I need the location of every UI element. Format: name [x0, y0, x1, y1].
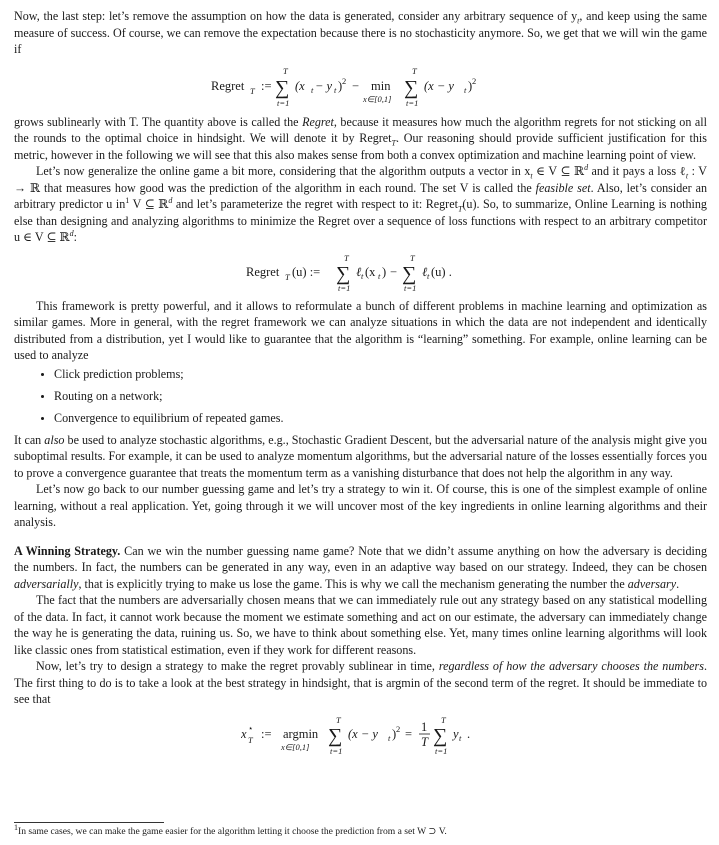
eq1-assign: :=	[260, 78, 272, 93]
equation-regret-scalar	[14, 64, 707, 108]
svg-text:): )	[381, 264, 386, 279]
svg-text:t: t	[333, 84, 336, 95]
svg-text:.: .	[466, 726, 470, 741]
equation-best-hindsight	[14, 714, 707, 756]
eq1-term1c: )	[337, 78, 342, 93]
list-item: • Routing on a network;	[54, 388, 707, 404]
paragraph-back-to-game: Let’s now go back to our number guessing game and let’s try a strategy to win it. Of course, this is one of the simplest example of online learning, without a real application. Yet, going through it we will uncover most of the key ingredients in online learning algorithms and their analysis.	[14, 482, 707, 529]
svg-text:∑: ∑	[432, 724, 447, 747]
svg-text:y: y	[452, 726, 459, 741]
svg-text:t=1: t=1	[405, 97, 418, 108]
eq1-term1b: − y	[314, 78, 332, 93]
paragraph-final-step: Now, the last step: let’s remove the assumption on how the data is generated, consider any arbitrary sequence of $y_t$, and keep using the same measure of success. Of course, we can remove the expectation because there is no stochasticity anymore. So, we get that we will win the game if	[14, 9, 708, 56]
svg-text:t: t	[387, 732, 390, 743]
svg-text:T: T	[284, 271, 290, 282]
svg-text:t=1: t=1	[403, 282, 416, 292]
section-heading: A Winning Strategy.	[14, 543, 121, 558]
paragraph-framework: This framework is pretty powerful, and it allows to reformulate a bunch of different problems in machine learning and optimization as similar games. More in general, with the regret framework we can analyze situations in which the data are not independent and identically distributed from a distribution, yet I would like to guarantee that the algorithm is “learning” something. For example, online learning can be used to analyze	[14, 298, 707, 362]
paper-page	[14, 8, 707, 762]
footnote-rule	[14, 822, 164, 823]
eq3-argmin: argmin	[282, 726, 318, 741]
eq3-fraction-den: T	[420, 734, 428, 749]
svg-text:T: T	[247, 734, 253, 745]
svg-text:t: t	[458, 732, 461, 743]
eq2-loss1: ℓ	[355, 264, 361, 279]
eq2-lhs: Regret	[245, 264, 279, 279]
paragraph-adversarial: The fact that the numbers are adversarially chosen means that we can immediately rule out any strategy based on any statistical modelling of the data. In fact, it cannot work because the moment we estimate something and act on our estimate, the adversary can immediately change the way he is generating the data, ruining us. So, we have to think about something else. Yet, many times online learning algorithms will look like classic ones from statistical estimation, even if they work for different reasons.	[14, 593, 707, 657]
eq1-square: 2	[341, 75, 346, 86]
svg-text:T: T	[440, 714, 446, 725]
svg-text:T: T	[335, 714, 341, 725]
svg-text:t=1: t=1	[329, 745, 342, 756]
svg-text:∑: ∑	[403, 76, 418, 99]
svg-text:(u) .: (u) .	[430, 264, 452, 279]
eq1-min-sub: x∈[0,1]	[362, 93, 391, 104]
eq1-term1: (x	[294, 78, 305, 93]
svg-text:=: =	[404, 726, 412, 741]
paragraph-generalize: Let’s now generalize the online game a bit more, considering that the algorithm outputs a vector in $x_t$ ∈ V ⊆ ℝ$^d$ and it pays a loss ℓ$_t$ : V → ℝ that measures how good was the prediction of the algorithm in each round. The set V is called the feasible set. Also, let’s consider an arbitrary predictor u $in^1$ V ⊆ ℝ$^d$ and let’s parameterize the regret with respect to it: Regret$_T$(u). So, to summarize, Online Learning is nothing else than designing and analyzing algorithms to minimize the Regret over a sequence of loss functions with respect to an arbitrary competitor u ∈ V ⊆ ℝ$^d$:	[14, 162, 708, 244]
svg-text:t: t	[426, 270, 429, 281]
eq1-sub: T	[249, 85, 255, 96]
svg-text:t: t	[377, 270, 380, 281]
svg-text:T: T	[409, 252, 415, 263]
eq1-term2b: )	[467, 78, 472, 93]
svg-text:t=1: t=1	[337, 282, 350, 292]
eq3-lhs: x	[240, 726, 247, 741]
svg-text:∑: ∑	[327, 724, 342, 747]
paragraph-stochastic: It can also be used to analyze stochastic algorithms, e.g., Stochastic Gradient Descent, but the adversarial nature of the analysis might give you suboptimal results. For example, it can be used to analyze momentum algorithms, but the adversarial nature of the losses essentially forces you to prove a convergence guarantee that treats the momentum term as a vanishing disturbance that does not help the algorithm in any way.	[14, 432, 707, 480]
eq1-sum-bot: t=1	[276, 97, 289, 108]
paragraph-winning-strategy: A Winning Strategy. Can we win the number guessing name game? Note that we didn’t assume anything on how the adversary is deciding the numbers. In fact, the numbers can be generated in any way, even in an adaptive way based on our strategy. Indeed, they can be chosen adversarially, that is explicitly trying to make us lose the game. This is why we call the mechanism generating the number the adversary.	[14, 543, 707, 591]
svg-text:T: T	[411, 65, 417, 76]
svg-text:): )	[391, 726, 396, 741]
svg-text:t=1: t=1	[434, 745, 447, 756]
eq1-minus: −	[351, 78, 359, 93]
paragraph-regret-definition: grows sublinearly with T. The quantity above is called the Regret, because it measures how much the algorithm regrets for not sticking on all the rounds to the optimal choice in hindsight. We will denote it by Regret$_T$. Our reasoning should provide sufficient justification for this metric, however in the following we will see that this also makes sense from both a convex optimization and machine learning point of view.	[14, 114, 707, 162]
svg-text:2: 2	[395, 723, 400, 734]
eq2-arg: (u) :=	[291, 264, 320, 279]
svg-text:T: T	[343, 252, 349, 263]
svg-text:x∈[0,1]: x∈[0,1]	[280, 741, 309, 752]
eq2-loss2: ℓ	[421, 264, 427, 279]
svg-text:(x − y: (x − y	[347, 726, 378, 741]
svg-text:t: t	[360, 270, 363, 281]
equation-regret-vector	[14, 252, 707, 292]
svg-text:−: −	[389, 264, 397, 279]
svg-text:2: 2	[471, 75, 476, 86]
svg-text:⋆: ⋆	[247, 722, 253, 733]
footnote: $^1$In same cases, we can make the game easier for the algorithm letting it choose the prediction from a set W ⊃ V.	[14, 822, 447, 837]
svg-text:t: t	[310, 84, 313, 95]
svg-text:∑: ∑	[335, 262, 350, 285]
bullet-list	[14, 366, 707, 426]
eq1-min: min	[370, 78, 390, 93]
svg-text:t: t	[463, 84, 466, 95]
eq1-lhs: Regret	[210, 78, 244, 93]
eq3-fraction-num: 1	[420, 719, 427, 734]
eq1-sigma: ∑	[274, 76, 289, 99]
svg-text:∑: ∑	[401, 262, 416, 285]
paragraph-design-strategy: Now, let’s try to design a strategy to make the regret provably sublinear in time, regardless of how the adversary chooses the numbers. The first thing to do is to take a look at the best strategy in hindsight, that is argmin of the second term of the regret. It should be immediate to see that	[14, 659, 707, 706]
eq1-sum-top: T	[282, 65, 288, 76]
svg-text::=: :=	[260, 726, 272, 741]
list-item: • Click prediction problems;	[54, 366, 707, 382]
eq1-term2: (x − y	[423, 78, 454, 93]
svg-text:(x: (x	[364, 264, 375, 279]
list-item: • Convergence to equilibrium of repeated games.	[54, 410, 707, 426]
